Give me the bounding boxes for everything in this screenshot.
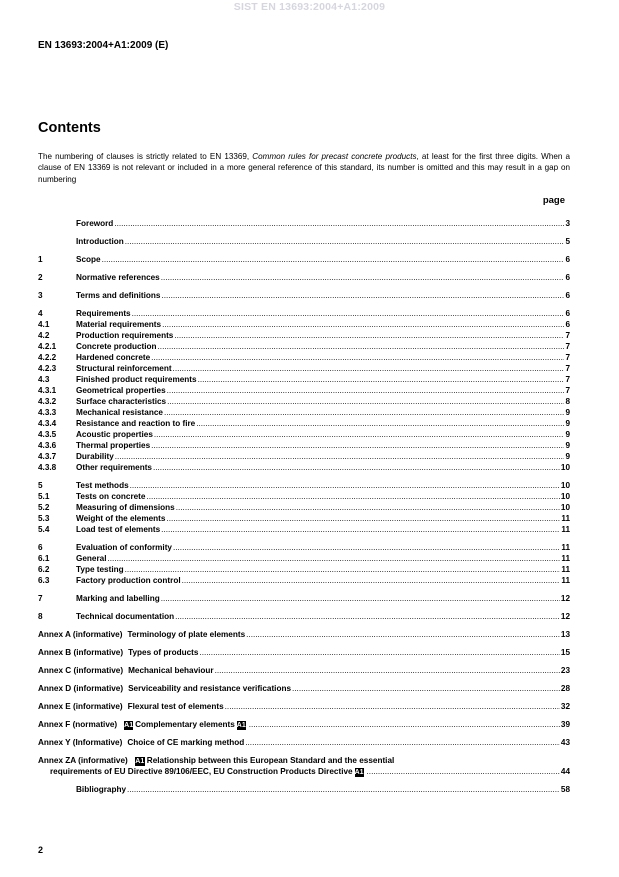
amendment-start-marker: A1 xyxy=(124,722,134,729)
toc-dot-leader xyxy=(167,396,564,407)
toc-entry-title-continued: requirements of EU Directive 89/106/EEC, EU Construction Products Directive xyxy=(50,767,353,776)
toc-entry-title: Scope xyxy=(76,255,101,264)
toc-gap xyxy=(38,694,570,701)
toc-entry[interactable] xyxy=(38,502,570,513)
toc-dot-leader xyxy=(158,341,565,352)
toc-entry-title: Structural reinforcement xyxy=(76,364,172,373)
toc-entry[interactable] xyxy=(38,308,570,319)
toc-entry[interactable] xyxy=(38,491,570,502)
toc-annex-label: Annex E (informative) xyxy=(38,702,123,711)
toc-entry-title: Finished product requirements xyxy=(76,375,197,384)
toc-entry-number: 4 xyxy=(38,309,43,318)
toc-entry-title: Terminology of plate elements xyxy=(127,630,246,639)
page-number: 2 xyxy=(38,845,44,855)
toc-page-number: 39 xyxy=(560,720,570,729)
toc-entry[interactable] xyxy=(38,407,570,418)
toc-entry-title: Mechanical resistance xyxy=(76,408,163,417)
toc-gap xyxy=(38,676,570,683)
toc-gap xyxy=(38,283,570,290)
toc-entry-number: 6 xyxy=(38,543,43,552)
toc-page-number: 9 xyxy=(565,452,570,461)
toc-page-number: 9 xyxy=(565,419,570,428)
toc-entry-title: Marking and labelling xyxy=(76,594,160,603)
toc-dot-leader xyxy=(115,451,565,462)
toc-page-number: 7 xyxy=(565,342,570,351)
toc-entry-number: 8 xyxy=(38,612,43,621)
toc-entry-number: 5 xyxy=(38,481,43,490)
toc-dot-leader xyxy=(132,308,565,319)
toc-entry-title: Complementary elements xyxy=(135,720,235,729)
toc-gap xyxy=(38,301,570,308)
intro-text-after: , at least for the first three digits. When a clause of EN 13369 is not relevant or included in a more general reference of this standard, its number is omitted and this may result in a gap on numbering xyxy=(38,152,570,184)
toc-entry-number: 4.2 xyxy=(38,331,50,340)
toc-dot-leader xyxy=(166,513,560,524)
toc-entry-title: Measuring of dimensions xyxy=(76,503,175,512)
toc-dot-leader xyxy=(367,766,560,777)
toc-entry-title: Surface characteristics xyxy=(76,397,167,406)
toc-dot-leader xyxy=(102,254,565,265)
watermark: SIST EN 13693:2004+A1:2009 xyxy=(233,1,386,13)
toc-annex-label: Annex D (informative) xyxy=(38,684,124,693)
toc-entry[interactable] xyxy=(38,575,570,586)
toc-dot-leader xyxy=(175,611,560,622)
toc-page-number: 11 xyxy=(561,525,570,534)
toc-dot-leader xyxy=(127,784,560,795)
toc-gap xyxy=(38,712,570,719)
toc-entry[interactable] xyxy=(38,462,570,473)
toc-gap xyxy=(38,473,570,480)
toc-gap xyxy=(38,640,570,647)
toc-entry-number: 6.3 xyxy=(38,576,50,585)
toc-entry-title: Acoustic properties xyxy=(76,430,153,439)
toc-entry[interactable] xyxy=(38,513,570,524)
toc-entry[interactable] xyxy=(38,553,570,564)
toc-dot-leader xyxy=(161,593,560,604)
toc-page-number: 11 xyxy=(561,514,570,523)
toc-entry-number: 6.2 xyxy=(38,565,50,574)
toc-page-number: 6 xyxy=(565,273,570,282)
toc-entry-title: Requirements xyxy=(76,309,131,318)
toc-entry-number: 4.3.3 xyxy=(38,408,57,417)
toc-entry[interactable] xyxy=(38,737,570,748)
toc-entry[interactable] xyxy=(38,755,570,766)
toc-page-number: 32 xyxy=(560,702,570,711)
toc-annex-label: Annex F (normative) xyxy=(38,720,118,729)
toc-entry[interactable] xyxy=(38,385,570,396)
toc-dot-leader xyxy=(164,407,565,418)
toc-entry-number: 5.4 xyxy=(38,525,50,534)
toc-entry[interactable] xyxy=(38,701,570,712)
toc-entry-number: 4.3.7 xyxy=(38,452,57,461)
toc-gap xyxy=(38,777,570,784)
toc-page-number: 23 xyxy=(560,666,570,675)
toc-page-number: 7 xyxy=(565,375,570,384)
toc-page-number: 10 xyxy=(560,463,570,472)
toc-entry-number: 5.3 xyxy=(38,514,50,523)
toc-entry[interactable] xyxy=(38,629,570,640)
toc-entry[interactable] xyxy=(38,593,570,604)
toc-entry-number: 4.3.5 xyxy=(38,430,57,439)
document-id: EN 13693:2004+A1:2009 (E) xyxy=(38,40,169,51)
toc-gap xyxy=(38,604,570,611)
toc-page-number: 10 xyxy=(560,492,570,501)
toc-page-number: 58 xyxy=(560,785,570,794)
toc-entry[interactable] xyxy=(38,524,570,535)
toc-entry-number: 4.3.8 xyxy=(38,463,57,472)
toc-page-number: 6 xyxy=(565,255,570,264)
toc-page-number: 43 xyxy=(560,738,570,747)
toc-entry-number: 4.3.1 xyxy=(38,386,57,395)
toc-entry-number: 1 xyxy=(38,255,43,264)
toc-gap xyxy=(38,229,570,236)
toc-entry-number: 7 xyxy=(38,594,43,603)
toc-page-number: 11 xyxy=(561,543,570,552)
toc-entry-title: Test methods xyxy=(76,481,129,490)
toc-entry[interactable] xyxy=(38,440,570,451)
toc-gap xyxy=(38,247,570,254)
toc-entry[interactable] xyxy=(38,429,570,440)
toc-dot-leader xyxy=(173,363,565,374)
toc-dot-leader xyxy=(151,440,564,451)
toc-entry[interactable] xyxy=(38,418,570,429)
toc-page-number: 11 xyxy=(561,565,570,574)
toc-entry-title: Hardened concrete xyxy=(76,353,151,362)
toc-entry-number: 6.1 xyxy=(38,554,50,563)
toc-page-number: 3 xyxy=(565,219,570,228)
toc-page-number: 11 xyxy=(561,554,570,563)
toc-annex-label: Annex Y (Informative) xyxy=(38,738,123,747)
toc-entry[interactable] xyxy=(38,341,570,352)
toc-gap xyxy=(38,265,570,272)
toc-dot-leader xyxy=(125,564,561,575)
toc-page-number: 15 xyxy=(560,648,570,657)
toc-page-number: 7 xyxy=(565,353,570,362)
toc-dot-leader xyxy=(162,319,564,330)
toc-entry-title: Type testing xyxy=(76,565,124,574)
toc-entry-title: Material requirements xyxy=(76,320,162,329)
toc-entry[interactable] xyxy=(38,290,570,301)
toc-entry-title: Mechanical behaviour xyxy=(128,666,214,675)
toc-entry-title: Flexural test of elements xyxy=(127,702,224,711)
toc-annex-label: Annex C (informative) xyxy=(38,666,124,675)
toc-entry-number: 4.3.6 xyxy=(38,441,57,450)
toc-entry[interactable] xyxy=(38,647,570,658)
toc-entry-number: 4.2.3 xyxy=(38,364,57,373)
toc-entry[interactable] xyxy=(38,363,570,374)
toc-dot-leader xyxy=(161,290,564,301)
toc-entry-title: Choice of CE marking method xyxy=(127,738,245,747)
toc-entry-number: 4.3.2 xyxy=(38,397,57,406)
toc-entry-title: Terms and definitions xyxy=(76,291,161,300)
toc-dot-leader xyxy=(167,385,565,396)
toc-entry-title: Weight of the elements xyxy=(76,514,166,523)
toc-entry[interactable] xyxy=(38,254,570,265)
toc-page-number: 12 xyxy=(560,612,570,621)
toc-dot-leader xyxy=(161,272,565,283)
toc-entry-title: Concrete production xyxy=(76,342,157,351)
toc-page-number: 6 xyxy=(565,320,570,329)
toc-dot-leader xyxy=(154,429,565,440)
toc-entry[interactable] xyxy=(38,236,570,247)
toc-entry[interactable] xyxy=(38,542,570,553)
toc-gap xyxy=(38,586,570,593)
page-column-label: page xyxy=(542,195,565,206)
toc-entry-title: Foreword xyxy=(76,219,114,228)
toc-entry-title: Geometrical properties xyxy=(76,386,166,395)
toc-dot-leader xyxy=(198,374,565,385)
toc-dot-leader xyxy=(199,647,559,658)
toc-entry-title: Normative references xyxy=(76,273,160,282)
intro-text-before: The numbering of clauses is strictly related to EN 13369, xyxy=(38,152,253,161)
toc-entry-title: Serviceability and resistance verifications xyxy=(128,684,291,693)
toc-entry[interactable] xyxy=(38,330,570,341)
toc-dot-leader xyxy=(151,352,564,363)
toc-page-number: 6 xyxy=(565,291,570,300)
toc-entry[interactable] xyxy=(38,665,570,676)
amendment-end-marker: A1 xyxy=(354,769,364,776)
toc-entry[interactable] xyxy=(38,564,570,575)
toc-page-number: 10 xyxy=(560,503,570,512)
toc-entry-number: 4.3 xyxy=(38,375,50,384)
toc-page-number: 7 xyxy=(565,331,570,340)
toc-entry-number: 4.2.1 xyxy=(38,342,57,351)
toc-dot-leader xyxy=(196,418,564,429)
toc-annex-label: Annex ZA (informative) xyxy=(38,756,128,765)
toc-entry-title: Resistance and reaction to fire xyxy=(76,419,196,428)
toc-entry[interactable] xyxy=(38,451,570,462)
toc-page-number: 7 xyxy=(565,386,570,395)
toc-dot-leader xyxy=(125,236,565,247)
toc-entry[interactable] xyxy=(38,396,570,407)
toc-entry-number: 2 xyxy=(38,273,43,282)
toc-entry-title: General xyxy=(76,554,107,563)
toc-gap xyxy=(38,622,570,629)
toc-entry[interactable] xyxy=(38,784,570,795)
toc-gap xyxy=(38,748,570,755)
toc-page-number: 10 xyxy=(560,481,570,490)
toc-page-number: 13 xyxy=(560,630,570,639)
toc-entry-title: Factory production control xyxy=(76,576,181,585)
toc-dot-leader xyxy=(215,665,560,676)
toc-page-number: 11 xyxy=(561,576,570,585)
toc-entry[interactable] xyxy=(38,319,570,330)
toc-annex-label: Annex A (informative) xyxy=(38,630,123,639)
toc-page-number: 9 xyxy=(565,408,570,417)
toc-entry-number: 5.2 xyxy=(38,503,50,512)
toc-dot-leader xyxy=(182,575,561,586)
toc-entry[interactable] xyxy=(38,480,570,491)
toc-dot-leader xyxy=(249,719,560,730)
toc-entry-number: 4.2.2 xyxy=(38,353,57,362)
toc-entry-title: Relationship between this European Standard and the essential xyxy=(146,756,395,765)
toc-gap xyxy=(38,730,570,737)
toc-dot-leader xyxy=(292,683,560,694)
toc-entry[interactable] xyxy=(38,374,570,385)
toc-page-number: 9 xyxy=(565,430,570,439)
toc-dot-leader xyxy=(114,218,564,229)
toc-entry-title: Production requirements xyxy=(76,331,174,340)
page-title: Contents xyxy=(38,120,101,136)
toc-entry-title: Durability xyxy=(76,452,114,461)
toc-entry-title: Technical documentation xyxy=(76,612,175,621)
table-of-contents xyxy=(38,218,570,795)
intro-text-italic: Common rules for precast concrete products xyxy=(252,152,417,161)
toc-gap xyxy=(38,535,570,542)
toc-entry[interactable] xyxy=(38,719,570,730)
toc-page-number: 7 xyxy=(565,364,570,373)
toc-dot-leader xyxy=(153,462,560,473)
toc-entry-title: Bibliography xyxy=(76,785,127,794)
toc-dot-leader xyxy=(108,553,561,564)
toc-entry-title: Types of products xyxy=(128,648,199,657)
toc-page-number: 9 xyxy=(565,441,570,450)
toc-entry-title: Thermal properties xyxy=(76,441,151,450)
toc-entry-title: Tests on concrete xyxy=(76,492,146,501)
toc-dot-leader xyxy=(176,502,560,513)
toc-entry[interactable] xyxy=(38,272,570,283)
toc-entry-title: Other requirements xyxy=(76,463,152,472)
toc-page-number: 6 xyxy=(565,309,570,318)
toc-page-number: 28 xyxy=(560,684,570,693)
toc-entry[interactable] xyxy=(38,611,570,622)
toc-dot-leader xyxy=(161,524,560,535)
toc-page-number: 8 xyxy=(565,397,570,406)
toc-page-number: 44 xyxy=(560,767,570,776)
toc-dot-leader xyxy=(174,330,564,341)
toc-entry[interactable] xyxy=(38,218,570,229)
toc-dot-leader xyxy=(246,629,560,640)
toc-page-number: 5 xyxy=(565,237,570,246)
toc-entry-title: Load test of elements xyxy=(76,525,161,534)
toc-entry[interactable] xyxy=(38,352,570,363)
toc-entry-continuation[interactable] xyxy=(38,766,570,777)
intro-paragraph xyxy=(38,151,570,185)
amendment-start-marker: A1 xyxy=(135,758,145,765)
toc-entry-title: Introduction xyxy=(76,237,124,246)
toc-entry-number: 5.1 xyxy=(38,492,50,501)
toc-dot-leader xyxy=(146,491,559,502)
toc-entry[interactable] xyxy=(38,683,570,694)
amendment-end-marker: A1 xyxy=(236,722,246,729)
toc-dot-leader xyxy=(245,737,560,748)
toc-gap xyxy=(38,658,570,665)
toc-annex-label: Annex B (informative) xyxy=(38,648,124,657)
toc-entry-number: 4.1 xyxy=(38,320,50,329)
toc-page-number: 12 xyxy=(560,594,570,603)
toc-dot-leader xyxy=(225,701,560,712)
toc-dot-leader xyxy=(173,542,560,553)
toc-entry-title: Evaluation of conformity xyxy=(76,543,172,552)
toc-entry-number: 3 xyxy=(38,291,43,300)
toc-dot-leader xyxy=(130,480,560,491)
toc-entry-number: 4.3.4 xyxy=(38,419,57,428)
